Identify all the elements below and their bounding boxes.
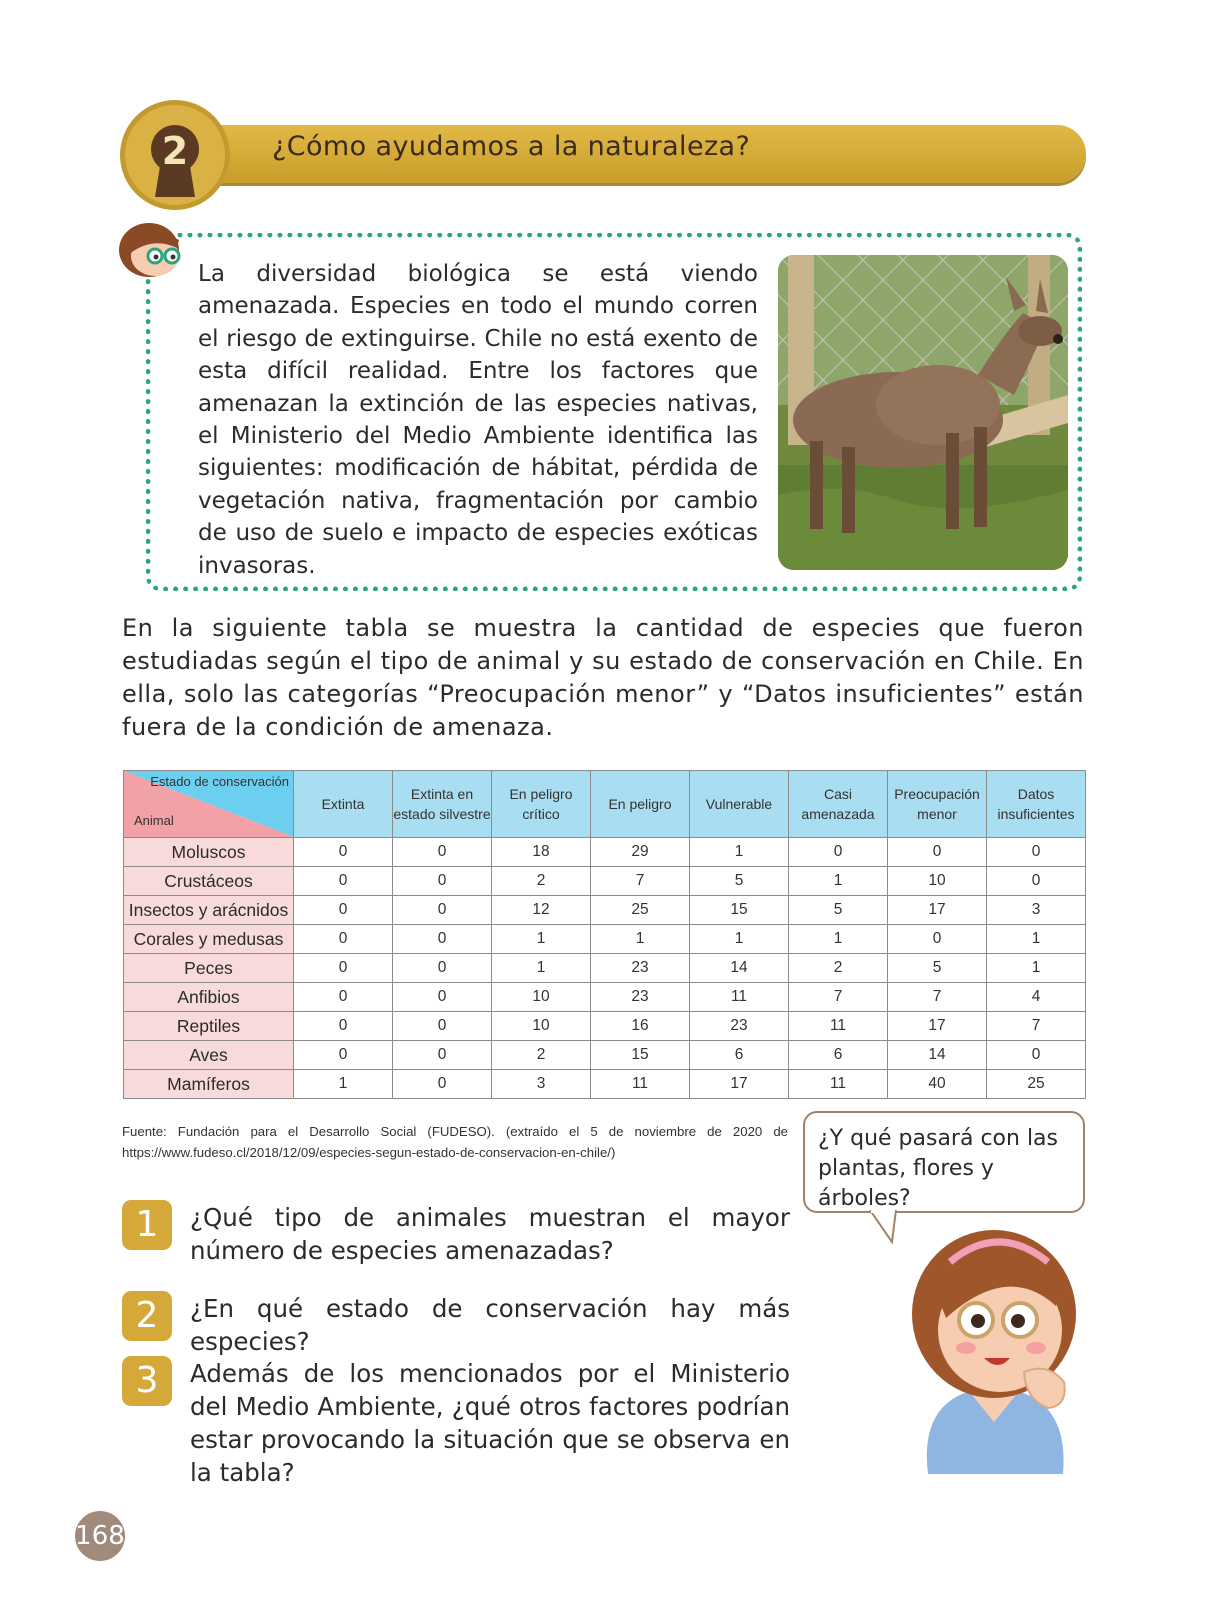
table-cell: 23	[591, 983, 690, 1012]
table-cell: 1	[987, 925, 1086, 954]
column-header: Extinta	[294, 771, 393, 838]
table-header-row	[124, 771, 1086, 838]
table-cell: 1	[789, 867, 888, 896]
table-cell: 7	[987, 1012, 1086, 1041]
row-header-animal: Reptiles	[124, 1012, 294, 1041]
table-cell: 23	[591, 954, 690, 983]
table-cell: 17	[888, 1012, 987, 1041]
table-row	[124, 867, 1086, 896]
table-cell: 0	[789, 838, 888, 867]
source-note: Fuente: Fundación para el Desarrollo Social (FUDESO). (extraído el 5 de noviembre de 2020 de https://www.fudeso.cl/2018/12/09/especies-segun-estado-de-conservacion-en-chile/)	[122, 1124, 788, 1160]
row-header-animal: Anfibios	[124, 983, 294, 1012]
corner-conservation-label: Estado de conservación	[150, 774, 289, 789]
table-cell: 23	[690, 1012, 789, 1041]
table-cell: 10	[492, 1012, 591, 1041]
species-table	[123, 770, 1086, 1099]
table-cell: 0	[294, 896, 393, 925]
table-cell: 11	[789, 1070, 888, 1099]
column-header: Vulnerable	[690, 771, 789, 838]
table-cell: 2	[492, 1041, 591, 1070]
table-cell: 0	[294, 1012, 393, 1041]
row-header-animal: Mamíferos	[124, 1070, 294, 1099]
row-header-animal: Crustáceos	[124, 867, 294, 896]
question-number-badge: 3	[122, 1356, 172, 1406]
speech-bubble-text: ¿Y qué pasará con las plantas, flores y árboles?	[818, 1126, 1059, 1211]
table-cell: 0	[393, 838, 492, 867]
table-cell: 11	[690, 983, 789, 1012]
table-cell: 14	[888, 1041, 987, 1070]
row-header-animal: Peces	[124, 954, 294, 983]
table-cell: 0	[294, 983, 393, 1012]
question-text: Además de los mencionados por el Ministerio del Medio Ambiente, ¿qué otros factores podrían estar provocando la situación que se observa en la tabla?	[190, 1359, 790, 1487]
section-header	[120, 100, 1086, 210]
column-header: Datos insuficientes	[987, 771, 1086, 838]
table-cell: 25	[591, 896, 690, 925]
table-cell: 1	[294, 1070, 393, 1099]
table-row	[124, 1070, 1086, 1099]
table-cell: 1	[492, 925, 591, 954]
keyhole-badge	[120, 100, 230, 210]
table-cell: 17	[888, 896, 987, 925]
table-cell: 0	[294, 1041, 393, 1070]
table-cell: 0	[393, 954, 492, 983]
table-cell: 0	[888, 925, 987, 954]
table-cell: 0	[987, 1041, 1086, 1070]
table-row	[124, 838, 1086, 867]
question-number-badge: 1	[122, 1200, 172, 1250]
corner-animal-label: Animal	[134, 813, 174, 828]
table-cell: 0	[393, 925, 492, 954]
table-cell: 0	[393, 1041, 492, 1070]
girl-avatar-icon	[117, 220, 187, 282]
table-cell: 5	[888, 954, 987, 983]
table-cell: 1	[690, 925, 789, 954]
table-cell: 0	[294, 954, 393, 983]
table-row	[124, 1041, 1086, 1070]
table-corner-cell	[124, 771, 294, 838]
table-cell: 10	[492, 983, 591, 1012]
table-cell: 16	[591, 1012, 690, 1041]
column-header: En peligro	[591, 771, 690, 838]
row-header-animal: Moluscos	[124, 838, 294, 867]
table-cell: 0	[393, 1012, 492, 1041]
table-cell: 2	[789, 954, 888, 983]
table-cell: 0	[987, 867, 1086, 896]
table-cell: 5	[789, 896, 888, 925]
table-cell: 3	[987, 896, 1086, 925]
table-cell: 14	[690, 954, 789, 983]
table-cell: 0	[393, 867, 492, 896]
column-header: Extinta en estado silvestre	[393, 771, 492, 838]
table-cell: 0	[888, 838, 987, 867]
table-cell: 15	[591, 1041, 690, 1070]
column-header: En peligro crítico	[492, 771, 591, 838]
table-cell: 1	[690, 838, 789, 867]
table-cell: 4	[987, 983, 1086, 1012]
table-row	[124, 896, 1086, 925]
table-cell: 15	[690, 896, 789, 925]
table-cell: 18	[492, 838, 591, 867]
table-cell: 0	[294, 867, 393, 896]
table-cell: 0	[393, 896, 492, 925]
table-body	[124, 838, 1086, 1099]
table-intro-paragraph: En la siguiente tabla se muestra la cantidad de especies que fueron estudiadas según el tipo de animal y su estado de conservación en Chile. En ella, solo las categorías “Preocupación menor” y “Datos insuficientes” están fuera de la condición de amenaza.	[122, 614, 1084, 741]
table-cell: 6	[789, 1041, 888, 1070]
page-number: 168	[75, 1511, 125, 1561]
question-text: ¿En qué estado de conservación hay más especies?	[190, 1294, 790, 1356]
row-header-animal: Aves	[124, 1041, 294, 1070]
table-cell: 2	[492, 867, 591, 896]
section-title: ¿Cómo ayudamos a la naturaleza?	[272, 131, 751, 162]
table-row	[124, 925, 1086, 954]
table-cell: 25	[987, 1070, 1086, 1099]
table-cell: 1	[789, 925, 888, 954]
table-cell: 0	[393, 983, 492, 1012]
column-header: Casi amenazada	[789, 771, 888, 838]
section-number: 2	[161, 129, 189, 173]
table-cell: 1	[591, 925, 690, 954]
intro-paragraph: La diversidad biológica se está viendo amenazada. Especies en todo el mundo corren el riesgo de extinguirse. Chile no está exento de esta difícil realidad. Entre los factores que amenazan la extinción de las especies nativas, el Ministerio del Medio Ambiente identifica las siguientes: modificación de hábitat, pérdida de vegetación nativa, fragmentación por cambio de uso de suelo e impacto de especies exóticas invasoras.	[198, 261, 758, 579]
table-cell: 1	[987, 954, 1086, 983]
table-cell: 5	[690, 867, 789, 896]
thinking-girl-illustration	[898, 1222, 1090, 1474]
table-cell: 40	[888, 1070, 987, 1099]
pudu-photo	[778, 255, 1068, 570]
question-number-badge: 2	[122, 1291, 172, 1341]
table-cell: 17	[690, 1070, 789, 1099]
table-cell: 11	[591, 1070, 690, 1099]
table-cell: 1	[492, 954, 591, 983]
table-cell: 7	[591, 867, 690, 896]
table-cell: 7	[888, 983, 987, 1012]
table-row	[124, 983, 1086, 1012]
column-header: Preocupación menor	[888, 771, 987, 838]
table-cell: 0	[393, 1070, 492, 1099]
table-cell: 7	[789, 983, 888, 1012]
table-cell: 0	[294, 925, 393, 954]
table-row	[124, 1012, 1086, 1041]
table-cell: 11	[789, 1012, 888, 1041]
speech-bubble-tail	[868, 1210, 902, 1244]
row-header-animal: Insectos y arácnidos	[124, 896, 294, 925]
question-text: ¿Qué tipo de animales muestran el mayor número de especies amenazadas?	[190, 1203, 790, 1265]
table-cell: 3	[492, 1070, 591, 1099]
table-cell: 12	[492, 896, 591, 925]
table-cell: 29	[591, 838, 690, 867]
table-cell: 0	[294, 838, 393, 867]
table-cell: 0	[987, 838, 1086, 867]
table-cell: 10	[888, 867, 987, 896]
row-header-animal: Corales y medusas	[124, 925, 294, 954]
table-row	[124, 954, 1086, 983]
table-cell: 6	[690, 1041, 789, 1070]
